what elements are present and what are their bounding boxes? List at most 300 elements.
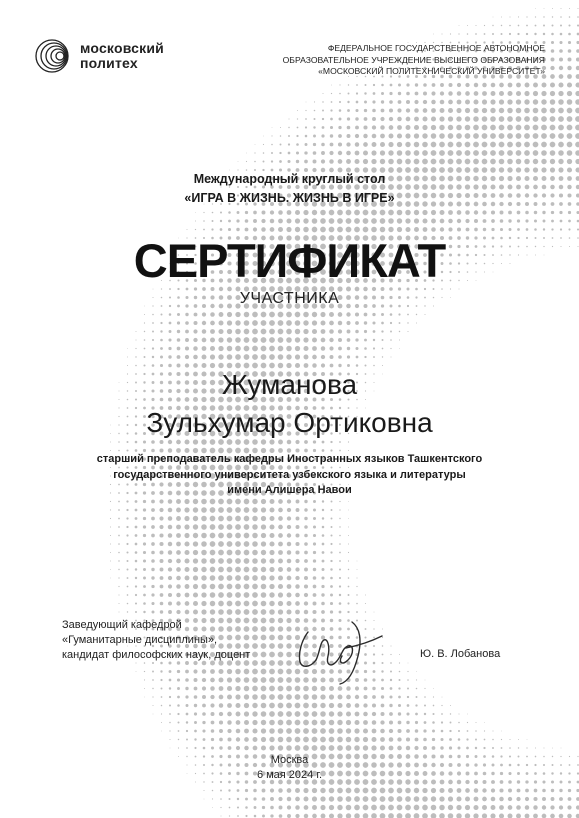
halftone-dot	[558, 150, 564, 156]
halftone-dot	[278, 542, 283, 547]
halftone-dot	[320, 796, 325, 801]
halftone-dot	[312, 320, 317, 325]
halftone-dot	[177, 330, 180, 333]
halftone-dot	[373, 330, 376, 333]
halftone-dot	[169, 713, 171, 715]
halftone-dot	[348, 501, 349, 502]
halftone-dot	[119, 612, 120, 613]
halftone-dot	[312, 218, 318, 224]
halftone-dot	[286, 728, 292, 734]
halftone-dot	[406, 83, 409, 86]
halftone-dot	[244, 346, 250, 352]
halftone-dot	[457, 91, 462, 96]
halftone-dot	[135, 526, 138, 529]
halftone-dot	[119, 603, 120, 604]
halftone-dot	[465, 219, 469, 223]
halftone-dot	[568, 41, 571, 44]
halftone-dot	[406, 737, 410, 741]
halftone-dot	[364, 92, 366, 94]
halftone-dot	[254, 806, 257, 809]
halftone-dot	[346, 805, 352, 811]
halftone-dot	[235, 575, 241, 581]
certificate-subtitle: УЧАСТНИКА	[239, 290, 340, 307]
halftone-dot	[348, 543, 349, 544]
halftone-dot	[295, 542, 299, 546]
halftone-dot	[441, 713, 443, 715]
halftone-dot	[339, 526, 340, 527]
halftone-dot	[397, 218, 402, 223]
halftone-dot	[278, 354, 284, 360]
halftone-dot	[533, 108, 539, 114]
halftone-dot	[218, 337, 223, 342]
halftone-dot	[244, 729, 249, 734]
halftone-dot	[414, 746, 418, 750]
halftone-dot	[389, 109, 393, 113]
halftone-dot	[422, 218, 427, 223]
halftone-dot	[320, 788, 325, 793]
halftone-dot	[439, 150, 445, 156]
halftone-dot	[271, 135, 272, 136]
halftone-dot	[193, 346, 197, 350]
halftone-dot	[499, 99, 504, 104]
halftone-dot	[252, 643, 258, 649]
halftone-dot	[525, 83, 530, 88]
halftone-dot	[312, 720, 318, 726]
org-line-3: «МОСКОВСКИЙ ПОЛИТЕХНИЧЕСКИЙ УНИВЕРСИТЕТ»	[318, 66, 545, 76]
halftone-dot	[201, 524, 207, 530]
halftone-dot	[465, 210, 470, 215]
halftone-dot	[184, 516, 189, 521]
halftone-dot	[380, 813, 386, 818]
halftone-dot	[320, 711, 326, 717]
halftone-dot	[363, 745, 368, 750]
halftone-dot	[372, 712, 376, 716]
halftone-dot	[371, 210, 377, 216]
halftone-dot	[338, 126, 341, 129]
halftone-dot	[185, 678, 189, 682]
halftone-dot	[295, 805, 300, 810]
halftone-dot	[473, 133, 479, 139]
halftone-dot	[355, 117, 358, 120]
halftone-dot	[218, 567, 224, 573]
halftone-dot	[524, 159, 530, 165]
halftone-dot	[270, 227, 275, 232]
halftone-dot	[372, 100, 375, 103]
halftone-dot	[286, 218, 291, 223]
halftone-dot	[322, 500, 324, 502]
halftone-dot	[416, 688, 418, 690]
halftone-dot	[279, 160, 282, 163]
halftone-dot	[440, 746, 443, 749]
halftone-dot	[559, 789, 562, 792]
halftone-dot	[346, 728, 351, 733]
halftone-dot	[398, 704, 401, 707]
halftone-dot	[161, 722, 162, 723]
halftone-dot	[484, 739, 486, 741]
halftone-dot	[244, 592, 250, 598]
halftone-dot	[143, 559, 146, 562]
halftone-dot	[168, 602, 172, 606]
halftone-dot	[356, 586, 357, 587]
halftone-dot	[110, 569, 111, 570]
halftone-dot	[467, 730, 469, 732]
halftone-dot	[448, 142, 454, 148]
halftone-dot	[458, 33, 459, 34]
halftone-dot	[304, 151, 307, 154]
halftone-dot	[269, 618, 275, 624]
halftone-dot	[543, 16, 544, 17]
halftone-dot	[110, 552, 111, 553]
halftone-dot	[507, 150, 513, 156]
halftone-dot	[533, 142, 539, 148]
halftone-dot	[227, 312, 232, 317]
halftone-dot	[287, 499, 291, 503]
halftone-dot	[186, 730, 188, 732]
halftone-dot	[558, 142, 564, 148]
halftone-dot	[397, 159, 403, 165]
halftone-dot	[269, 320, 275, 326]
halftone-dot	[346, 151, 351, 156]
halftone-dot	[261, 516, 266, 521]
halftone-dot	[151, 508, 155, 512]
halftone-dot	[347, 602, 349, 604]
halftone-dot	[448, 813, 454, 818]
halftone-dot	[237, 798, 239, 800]
halftone-dot	[337, 218, 343, 224]
halftone-dot	[398, 100, 402, 104]
halftone-dot	[456, 813, 462, 818]
halftone-dot	[322, 126, 325, 129]
halftone-dot	[550, 150, 556, 156]
halftone-dot	[212, 790, 214, 792]
halftone-dot	[414, 813, 420, 818]
halftone-dot	[321, 593, 324, 596]
halftone-dot	[390, 331, 392, 333]
halftone-dot	[329, 159, 333, 163]
halftone-dot	[439, 813, 445, 818]
halftone-dot	[346, 737, 352, 743]
halftone-dot	[235, 524, 241, 530]
halftone-dot	[218, 516, 224, 522]
halftone-dot	[254, 815, 257, 818]
halftone-dot	[152, 339, 154, 341]
halftone-dot	[219, 312, 224, 317]
halftone-dot	[424, 314, 425, 315]
halftone-dot	[329, 788, 335, 794]
halftone-dot	[320, 694, 325, 699]
halftone-dot	[364, 347, 367, 350]
halftone-dot	[278, 669, 284, 675]
halftone-dot	[210, 533, 216, 539]
halftone-dot	[278, 559, 283, 564]
halftone-dot	[176, 584, 181, 589]
halftone-dot	[304, 559, 308, 563]
halftone-dot	[161, 713, 162, 714]
halftone-dot	[433, 705, 435, 707]
halftone-dot	[295, 797, 300, 802]
halftone-dot	[269, 575, 274, 580]
halftone-dot	[252, 320, 258, 326]
halftone-dot	[210, 703, 214, 707]
halftone-dot	[337, 720, 342, 725]
halftone-dot	[270, 788, 274, 792]
halftone-dot	[227, 712, 232, 717]
halftone-dot	[405, 796, 411, 802]
halftone-dot	[535, 25, 537, 27]
halftone-dot	[524, 142, 530, 148]
recipient-name	[0, 366, 579, 442]
halftone-dot	[261, 558, 266, 563]
halftone-dot	[202, 321, 206, 325]
halftone-dot	[169, 670, 172, 673]
halftone-dot	[329, 720, 335, 726]
halftone-dot	[567, 108, 573, 114]
halftone-dot	[236, 720, 241, 725]
halftone-dot	[236, 219, 239, 222]
halftone-dot	[295, 576, 299, 580]
halftone-dot	[244, 737, 249, 742]
halftone-dot	[320, 312, 325, 317]
halftone-dot	[313, 517, 316, 520]
halftone-dot	[348, 93, 350, 95]
halftone-dot	[193, 558, 198, 563]
halftone-dot	[408, 663, 409, 664]
halftone-dot	[439, 133, 445, 139]
halftone-dot	[457, 227, 461, 231]
halftone-dot	[218, 354, 223, 359]
halftone-dot	[337, 703, 342, 708]
halftone-dot	[160, 313, 162, 315]
halftone-dot	[287, 525, 291, 529]
halftone-dot	[390, 313, 393, 316]
halftone-dot	[422, 150, 428, 156]
halftone-dot	[490, 108, 495, 113]
halftone-dot	[465, 142, 471, 148]
halftone-dot	[508, 219, 511, 222]
halftone-dot	[541, 133, 547, 139]
halftone-dot	[287, 559, 292, 564]
halftone-dot	[406, 100, 410, 104]
halftone-dot	[176, 559, 181, 564]
halftone-dot	[286, 711, 292, 717]
halftone-dot	[415, 729, 419, 733]
halftone-dot	[304, 517, 307, 520]
halftone-dot	[382, 339, 384, 341]
halftone-dot	[441, 721, 443, 723]
halftone-dot	[541, 142, 547, 148]
halftone-dot	[235, 677, 240, 682]
halftone-dot	[405, 788, 411, 794]
halftone-dot	[269, 592, 274, 597]
halftone-dot	[380, 159, 385, 164]
halftone-dot	[414, 788, 419, 793]
halftone-dot	[210, 686, 215, 691]
halftone-dot	[144, 339, 146, 341]
halftone-dot	[159, 550, 163, 554]
halftone-dot	[244, 312, 250, 318]
halftone-dot	[159, 499, 163, 503]
halftone-dot	[558, 99, 564, 105]
halftone-dot	[354, 788, 360, 794]
halftone-dot	[253, 746, 258, 751]
halftone-dot	[424, 696, 426, 698]
halftone-dot	[312, 796, 317, 801]
halftone-dot	[550, 74, 555, 79]
halftone-dot	[127, 577, 129, 579]
halftone-dot	[296, 500, 300, 504]
halftone-dot	[575, 82, 579, 87]
halftone-dot	[415, 738, 419, 742]
halftone-dot	[219, 321, 224, 326]
halftone-dot	[338, 151, 342, 155]
halftone-dot	[185, 687, 188, 690]
halftone-dot	[473, 150, 479, 156]
halftone-dot	[398, 712, 401, 715]
halftone-dot	[405, 159, 411, 165]
halftone-dot	[509, 25, 511, 27]
halftone-dot	[185, 321, 189, 325]
halftone-dot	[482, 813, 487, 818]
halftone-dot	[338, 347, 342, 351]
halftone-dot	[465, 150, 471, 156]
halftone-dot	[244, 329, 250, 335]
halftone-dot	[550, 99, 556, 105]
halftone-dot	[431, 108, 436, 113]
halftone-dot	[414, 159, 420, 165]
halftone-dot	[295, 703, 301, 709]
halftone-dot	[456, 108, 461, 113]
halftone-dot	[288, 143, 290, 145]
halftone-dot	[346, 695, 351, 700]
halftone-dot	[347, 330, 351, 334]
halftone-dot	[575, 108, 579, 114]
halftone-dot	[252, 626, 258, 632]
halftone-dot	[244, 609, 250, 615]
halftone-dot	[218, 609, 224, 615]
halftone-dot	[168, 508, 173, 513]
halftone-dot	[269, 737, 274, 742]
halftone-dot	[414, 142, 420, 148]
halftone-dot	[261, 592, 267, 598]
halftone-dot	[118, 569, 119, 570]
halftone-dot	[406, 729, 410, 733]
halftone-dot	[304, 601, 308, 605]
halftone-dot	[399, 654, 400, 655]
halftone-dot	[390, 322, 392, 324]
halftone-dot	[288, 135, 290, 137]
halftone-dot	[551, 33, 554, 36]
halftone-dot	[347, 347, 350, 350]
halftone-dot	[467, 33, 469, 35]
halftone-dot	[278, 745, 283, 750]
halftone-dot	[398, 721, 402, 725]
halftone-dot	[533, 83, 538, 88]
halftone-dot	[159, 508, 163, 512]
halftone-dot	[466, 738, 468, 740]
halftone-dot	[484, 730, 485, 731]
halftone-dot	[303, 337, 308, 342]
halftone-dot	[424, 688, 425, 689]
halftone-dot	[295, 210, 300, 215]
halftone-dot	[517, 33, 519, 35]
halftone-dot	[252, 575, 258, 581]
halftone-dot	[389, 695, 392, 698]
halftone-dot	[185, 593, 190, 598]
halftone-dot	[269, 524, 274, 529]
halftone-dot	[354, 720, 359, 725]
halftone-dot	[575, 150, 579, 156]
halftone-dot	[194, 704, 197, 707]
halftone-dot	[405, 227, 410, 232]
halftone-dot	[287, 805, 291, 809]
halftone-dot	[364, 117, 368, 121]
halftone-dot	[152, 671, 154, 673]
halftone-dot	[388, 788, 394, 794]
halftone-dot	[431, 100, 436, 105]
halftone-dot	[355, 712, 360, 717]
halftone-dot	[330, 355, 334, 359]
halftone-dot	[389, 134, 394, 139]
halftone-dot	[406, 125, 411, 130]
halftone-dot	[354, 796, 360, 802]
halftone-dot	[143, 525, 146, 528]
halftone-dot	[465, 100, 470, 105]
halftone-dot	[228, 798, 230, 800]
halftone-dot	[261, 524, 266, 529]
halftone-dot	[320, 210, 326, 216]
halftone-dot	[312, 703, 318, 709]
halftone-dot	[194, 730, 197, 733]
halftone-dot	[261, 227, 265, 231]
halftone-dot	[253, 219, 257, 223]
halftone-dot	[202, 329, 207, 334]
halftone-dot	[320, 218, 326, 224]
halftone-dot	[363, 703, 367, 707]
halftone-dot	[271, 144, 273, 146]
halftone-dot	[286, 703, 292, 709]
halftone-dot	[330, 143, 334, 147]
halftone-dot	[525, 211, 529, 215]
halftone-dot	[227, 567, 233, 573]
halftone-dot	[473, 813, 478, 818]
halftone-dot	[227, 337, 232, 342]
position-line-2: государственного университета узбекского языка и литературы	[113, 468, 466, 481]
halftone-dot	[449, 730, 451, 732]
halftone-dot	[278, 567, 283, 572]
halftone-dot	[533, 133, 539, 139]
halftone-dot	[449, 746, 452, 749]
halftone-dot	[541, 125, 547, 131]
halftone-dot	[320, 728, 326, 734]
halftone-dot	[218, 592, 224, 598]
halftone-dot	[151, 602, 154, 605]
halftone-dot	[490, 116, 496, 122]
halftone-dot	[356, 577, 357, 578]
halftone-dot	[313, 534, 316, 537]
halftone-dot	[533, 150, 539, 156]
halftone-dot	[390, 645, 391, 646]
halftone-dot	[371, 813, 377, 818]
halftone-dot	[516, 814, 521, 818]
halftone-dot	[193, 516, 198, 521]
halftone-dot	[210, 550, 216, 556]
halftone-dot	[210, 329, 215, 334]
halftone-dot	[456, 796, 461, 801]
halftone-dot	[271, 152, 273, 154]
halftone-dot	[303, 720, 309, 726]
halftone-dot	[476, 722, 477, 723]
halftone-dot	[517, 219, 520, 222]
